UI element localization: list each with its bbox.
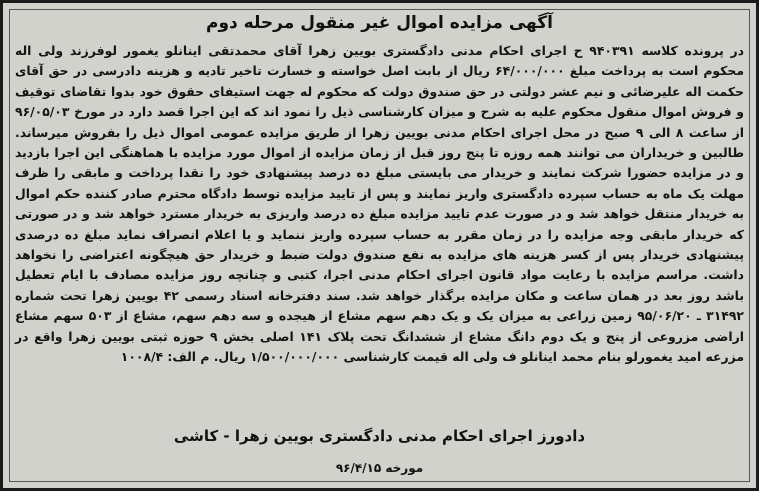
notice-body: در پرونده کلاسه ۹۴۰۳۹۱ ح اجرای احکام مدنی دادگستری بویین زهرا آقای محمدتقی اینانلو یغمور لوفرزند ولی اله محکوم است به پرداخت مبلغ ۶۴/۰۰۰/۰۰۰ ریال از بابت اصل خواسته و خسارت تاخیر تادیه و هزینه دادرسی در حق آقای حکمت اله علیرضائی و نیم عشر دولتی در حق صندوق دولت که محکوم له جهت استیفای حقوق خود بدوا تقاضای توقیف و فروش اموال منقول محکوم علیه به شرح و میزان کارشناسی ذیل را نمود اند که این اجرا قصد دارد در مورخ ۹۶/۰۵/۰۳ از ساعت ۸ الی ۹ صبح در محل اجرای احکام مدنی بویین زهرا از طریق مزایده عمومی اموال ذیل را بفروش میرساند. طالبین و خریداران می توانند همه روزه تا پنج روز قبل از زمان مزایده از اموال مورد مزایده با هماهنگی این اجرا بازدید و در مزایده حضورا شرکت نمایند و خریدار می بایستی مبلغ ده درصد پیشنهادی خود را نقدا پرداخت و مابقی را ظرف مهلت یک ماه به حساب سپرده دادگستری واریز نمایند و پس از تایید مزایده توسط دادگاه محترم صادر کننده حکم اموال به خریدار منتقل خواهد شد و در صورت عدم تایید مزایده مبلغ ده درصد واریزی به خریدار مسترد خواهد شد و در صورتی که خریدار مابقی وجه مزایده را در زمان مقرر به حساب سپرده واریز ننماید و یا اعلام انصراف نماید مبلغ ده درصدی پیشنهادی خریدار پس از کسر هزینه های مزایده به نفع صندوق دولت ضبط و خریدار حق هیچگونه اعتراضی را نخواهد داشت. مراسم مزایده با رعایت مواد قانون اجرای احکام مدنی اجرا، کتبی و چنانچه روز مزایده مصادف با ایام تعطیل باشد روز بعد در همان ساعت و مکان مزایده برگذار خواهد شد. سند دفترخانه اسناد رسمی ۴۲ بویین زهرا تحت شماره ۳۱۴۹۲ ـ ۹۵/۰۶/۲۰ زمین زراعی به میزان یک و یک دهم سهم مشاع از هیجده و سه دهم سهم، مشاع از ۵۰۳ سهم مشاع اراضی مزروعی از پنج و یک دوم دانگ مشاع از ششدانگ تحت پلاک ۱۴۱ اصلی بخش ۹ حوزه ثبتی بویین زهرا واقع در مزرعه امید یغمورلو بنام محمد اینانلو ف ولی اله قیمت کارشناسی ۱/۵۰۰/۰۰۰/۰۰۰ ریال. م الف: ۱۰۰۸/۴	[15, 43, 745, 365]
notice-date: مورخه ۹۶/۴/۱۵	[335, 461, 424, 475]
notice-signature: دادورز اجرای احکام مدنی دادگستری بویین زهرا - کاشی	[173, 427, 586, 445]
notice-title: آگهی مزایده اموال غیر منقول مرحله دوم	[206, 13, 553, 33]
